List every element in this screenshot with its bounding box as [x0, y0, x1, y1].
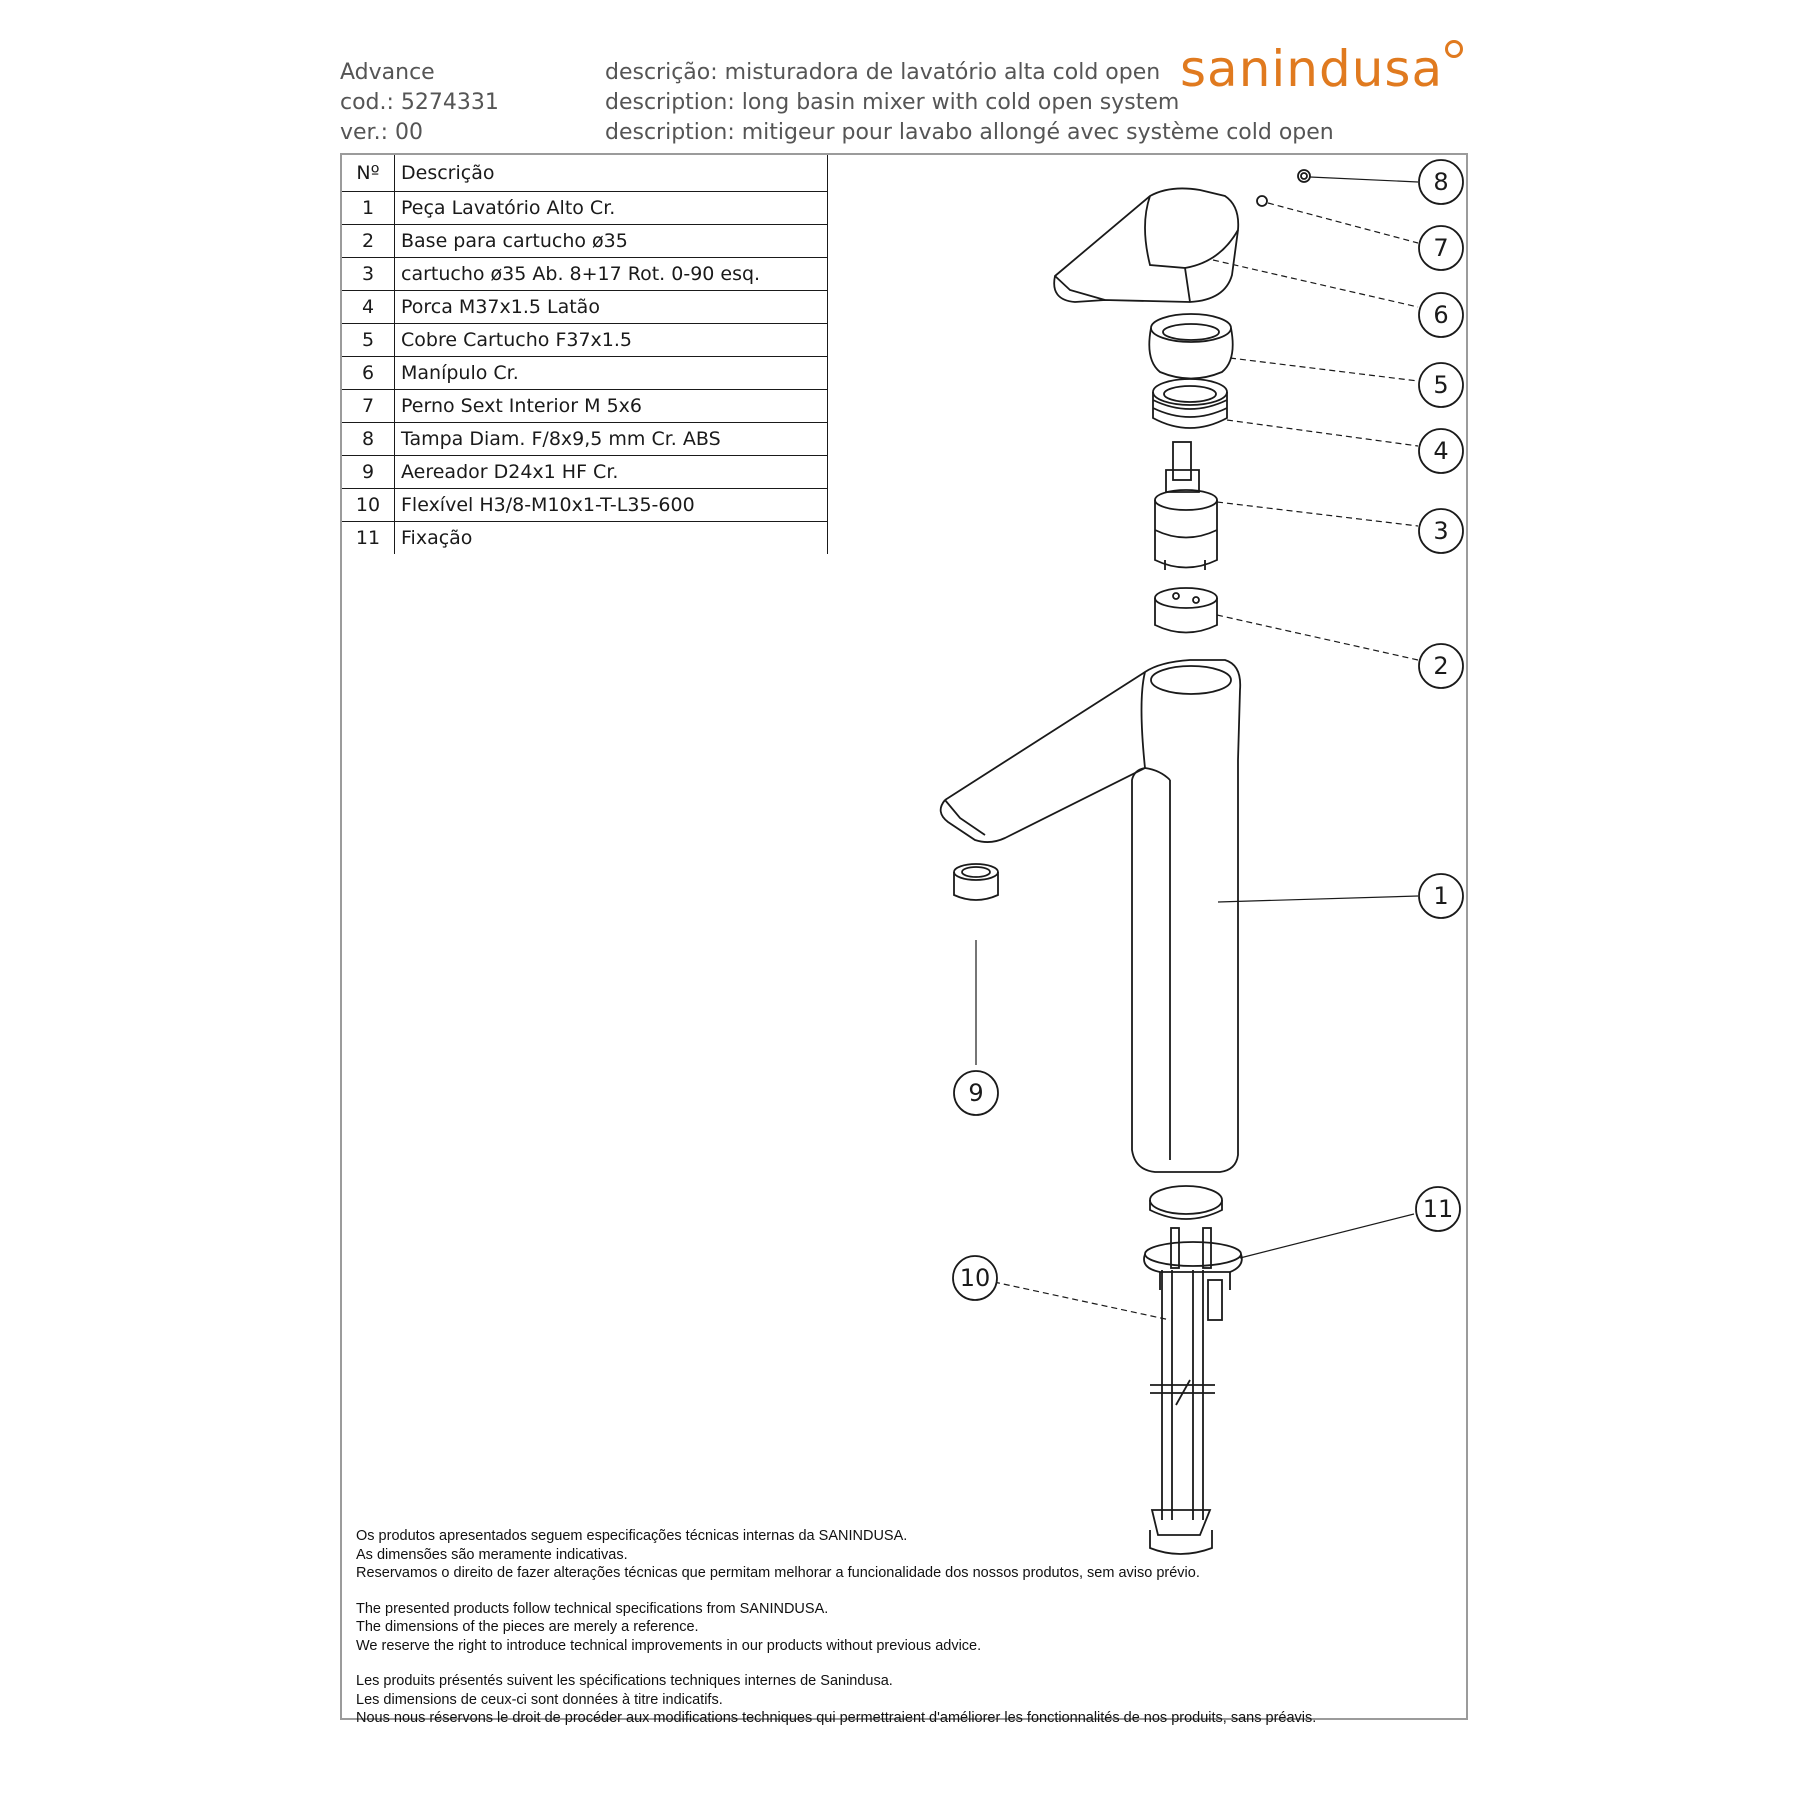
leader-lines — [976, 177, 1418, 1320]
callout-1 — [1419, 874, 1463, 918]
part-number: 10 — [342, 489, 395, 522]
product-code: cod.: 5274331 — [340, 90, 499, 115]
column-header-description: Descrição — [395, 155, 828, 192]
note-line: As dimensões são meramente indicativas. — [356, 1546, 628, 1563]
part-description: Flexível H3/8-M10x1-T-L35-600 — [395, 489, 828, 522]
description-fr: description: mitigeur pour lavabo allongé avec système cold open — [605, 120, 1334, 145]
part-description: Fixação — [395, 522, 828, 555]
product-version: ver.: 00 — [340, 120, 423, 145]
callout-label: 10 — [959, 1264, 991, 1292]
part-description: Perno Sext Interior M 5x6 — [395, 390, 828, 423]
callout-3 — [1419, 509, 1463, 553]
note-line: Nous nous réservons le droit de procéder aux modifications techniques qui permettraient d'améliorer les fonctionnalités de nos produits, sans préavis. — [356, 1710, 1317, 1726]
callout-8 — [1419, 160, 1463, 204]
note-line: Os produtos apresentados seguem especificações técnicas internas da SANINDUSA. — [356, 1528, 908, 1544]
callouts — [953, 160, 1463, 1300]
aerator-part — [954, 864, 998, 900]
callout-label: 2 — [1433, 652, 1449, 680]
part-description: Tampa Diam. F/8x9,5 mm Cr. ABS — [395, 423, 828, 456]
part-description: Cobre Cartucho F37x1.5 — [395, 324, 828, 357]
note-line: Reservamos o direito de fazer alterações técnicas que permitam melhorar a funcionalidade dos nossos produtos, sem aviso prévio. — [356, 1565, 1200, 1581]
callout-label: 11 — [1422, 1195, 1454, 1223]
callout-7 — [1419, 226, 1463, 270]
part-description: cartucho ø35 Ab. 8+17 Rot. 0-90 esq. — [395, 258, 828, 291]
part-number: 3 — [342, 258, 395, 291]
part-number: 9 — [342, 456, 395, 489]
cap-part — [1298, 170, 1310, 182]
part-number: 1 — [342, 192, 395, 225]
callout-label: 8 — [1433, 168, 1449, 196]
product-name: Advance — [340, 60, 435, 85]
cartridge-cover-part — [1149, 314, 1232, 379]
part-description: Aereador D24x1 HF Cr. — [395, 456, 828, 489]
callout-label: 3 — [1433, 517, 1449, 545]
screw-part — [1257, 196, 1267, 206]
description-en: description: long basin mixer with cold open system — [605, 90, 1180, 115]
callout-11 — [1416, 1187, 1460, 1231]
callout-label: 5 — [1433, 371, 1449, 399]
cartridge-base-part — [1155, 588, 1217, 633]
note-line: The dimensions of the pieces are merely a reference. — [356, 1619, 699, 1635]
part-number: 8 — [342, 423, 395, 456]
part-number: 2 — [342, 225, 395, 258]
callout-label: 4 — [1433, 437, 1449, 465]
callout-label: 9 — [968, 1079, 984, 1107]
part-number: 4 — [342, 291, 395, 324]
brand-name: sanindusa — [1180, 40, 1444, 98]
part-number: 6 — [342, 357, 395, 390]
note-line: Les produits présentés suivent les spécifications techniques internes de Sanindusa. — [356, 1673, 893, 1689]
part-number: 5 — [342, 324, 395, 357]
description-pt: descrição: misturadora de lavatório alta cold open — [605, 60, 1161, 85]
callout-2 — [1419, 644, 1463, 688]
callout-9 — [954, 1071, 998, 1115]
column-header-number: Nº — [342, 155, 395, 192]
part-description: Base para cartucho ø35 — [395, 225, 828, 258]
part-description: Manípulo Cr. — [395, 357, 828, 390]
callout-6 — [1419, 293, 1463, 337]
part-number: 7 — [342, 390, 395, 423]
cartridge-part — [1155, 442, 1217, 570]
callout-label: 6 — [1433, 301, 1449, 329]
disclaimer-notes — [356, 1510, 1316, 1745]
note-line: The presented products follow technical specifications from SANINDUSA. — [356, 1600, 829, 1617]
part-description: Peça Lavatório Alto Cr. — [395, 192, 828, 225]
callout-10 — [953, 1256, 997, 1300]
callout-4 — [1419, 429, 1463, 473]
part-description: Porca M37x1.5 Latão — [395, 291, 828, 324]
nut-part — [1153, 379, 1227, 428]
callout-label: 1 — [1433, 882, 1449, 910]
handle-part — [1054, 188, 1238, 302]
note-line: Les dimensions de ceux-ci sont données à titre indicatifs. — [356, 1691, 723, 1708]
callout-label: 7 — [1433, 234, 1449, 262]
note-line: We reserve the right to introduce technical improvements in our products without previous advice. — [356, 1637, 982, 1654]
callout-5 — [1419, 363, 1463, 407]
part-number: 11 — [342, 522, 395, 555]
